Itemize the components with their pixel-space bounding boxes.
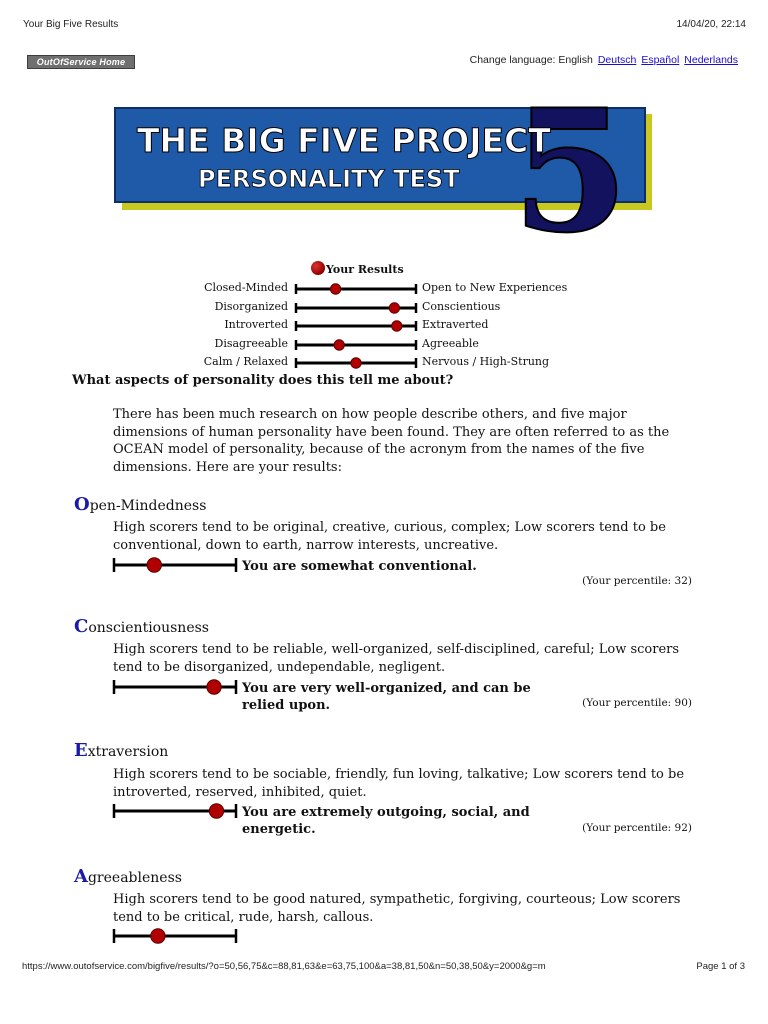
lang-link-deutsch[interactable]: Deutsch: [597, 54, 637, 66]
dimension-initial: O: [74, 494, 90, 515]
big-five-banner: [112, 90, 656, 240]
language-switcher: [470, 54, 738, 66]
dimension-name: onscientiousness: [88, 620, 209, 636]
dimension-name: greeableness: [87, 870, 182, 886]
scale-marker: [389, 303, 399, 313]
print-title: Your Big Five Results: [23, 19, 119, 30]
summary-row: [0, 317, 768, 335]
language-prefix: Change language: English: [469, 54, 593, 66]
summary-low-label: Disorganized: [214, 300, 288, 313]
results-marker-icon: [311, 261, 325, 275]
dimension-verdict: You are extremely outgoing, social, and energetic.: [242, 805, 530, 837]
summary-low-label: Introverted: [224, 318, 288, 331]
summary-high-label: Conscientious: [422, 300, 501, 313]
dimension-initial: E: [74, 740, 88, 761]
dimension-title-extraversion: [74, 740, 168, 761]
summary-low-label: Disagreeable: [214, 337, 288, 350]
dimension-description: High scorers tend to be good natured, sympathetic, forgiving, courteous; Low scorers tend to be critical, rude, harsh, callous.: [113, 892, 681, 925]
dimension-percentile: (Your percentile: 32): [582, 575, 692, 587]
summary-low-label: Closed-Minded: [204, 281, 288, 294]
banner-numeral: 5: [512, 90, 629, 240]
summary-high-label: Open to New Experiences: [422, 281, 568, 294]
home-button[interactable]: OutOfService Home: [27, 55, 135, 69]
dimension-name: pen-Mindedness: [89, 498, 207, 514]
dimension-scale: [112, 803, 238, 819]
scale-marker: [209, 804, 223, 818]
scale-marker: [334, 340, 344, 350]
dimension-title-agreeableness: [74, 866, 182, 887]
dimension-description: High scorers tend to be reliable, well-organized, self-disciplined, careful; Low scorers tend to be disorganized, undependable, negligent.: [113, 642, 680, 675]
scale-marker: [392, 321, 402, 331]
dimension-title-conscientiousness: [74, 616, 209, 637]
lang-link-espanol[interactable]: Español: [641, 54, 680, 66]
scale-marker: [147, 558, 161, 572]
summary-high-label: Extraverted: [422, 318, 489, 331]
dimension-description: High scorers tend to be original, creative, curious, complex; Low scorers tend to be conventional, down to earth, narrow interests, uncreative.: [113, 520, 666, 553]
dimension-percentile: (Your percentile: 90): [582, 697, 692, 709]
dimension-initial: C: [74, 616, 89, 637]
results-title: Your Results: [326, 263, 404, 276]
banner-line2: PERSONALITY TEST: [198, 165, 460, 193]
banner-line1: THE BIG FIVE PROJECT: [137, 121, 551, 160]
scale-marker: [151, 929, 165, 943]
summary-row: [0, 299, 768, 317]
summary-scale: [294, 357, 418, 369]
section-question: What aspects of personality does this tell me about?: [72, 373, 454, 388]
summary-scale: [294, 339, 418, 351]
scale-marker: [207, 680, 221, 694]
intro-paragraph: There has been much research on how people describe others, and five major dimensions of human personality have been found. They are often referred to as the OCEAN model of personality, because of the acronym from the names of the five dimensions. Here are your results:: [113, 407, 670, 475]
summary-row: [0, 280, 768, 298]
dimension-name: xtraversion: [87, 744, 169, 760]
print-url: https://www.outofservice.com/bigfive/results/?o=50,56,75&c=88,81,63&e=63,75,100&a=38,81,50&n=50,38,50&y=2000&g=m: [22, 961, 546, 972]
summary-high-label: Nervous / High-Strung: [422, 355, 550, 368]
scale-marker: [351, 358, 361, 368]
dimension-percentile: (Your percentile: 92): [582, 822, 692, 834]
dimension-title-openness: [74, 494, 206, 515]
dimension-description: High scorers tend to be sociable, friendly, fun loving, talkative; Low scorers tend to be introverted, reserved, inhibited, quiet.: [113, 767, 685, 800]
summary-scale: [294, 320, 418, 332]
summary-high-label: Agreeable: [422, 337, 479, 350]
summary-low-label: Calm / Relaxed: [203, 355, 288, 368]
dimension-verdict: You are very well-organized, and can be relied upon.: [242, 681, 531, 713]
dimension-scale: [112, 928, 238, 944]
summary-row: [0, 354, 768, 372]
summary-row: [0, 336, 768, 354]
summary-scale: [294, 283, 418, 295]
scale-marker: [330, 284, 340, 294]
summary-scale: [294, 302, 418, 314]
dimension-initial: A: [74, 866, 88, 887]
print-page-number: Page 1 of 3: [696, 961, 745, 972]
dimension-scale: [112, 557, 238, 573]
lang-link-nederlands[interactable]: Nederlands: [684, 54, 738, 66]
dimension-scale: [112, 679, 238, 695]
dimension-verdict: You are somewhat conventional.: [242, 559, 477, 574]
print-datetime: 14/04/20, 22:14: [676, 19, 746, 30]
